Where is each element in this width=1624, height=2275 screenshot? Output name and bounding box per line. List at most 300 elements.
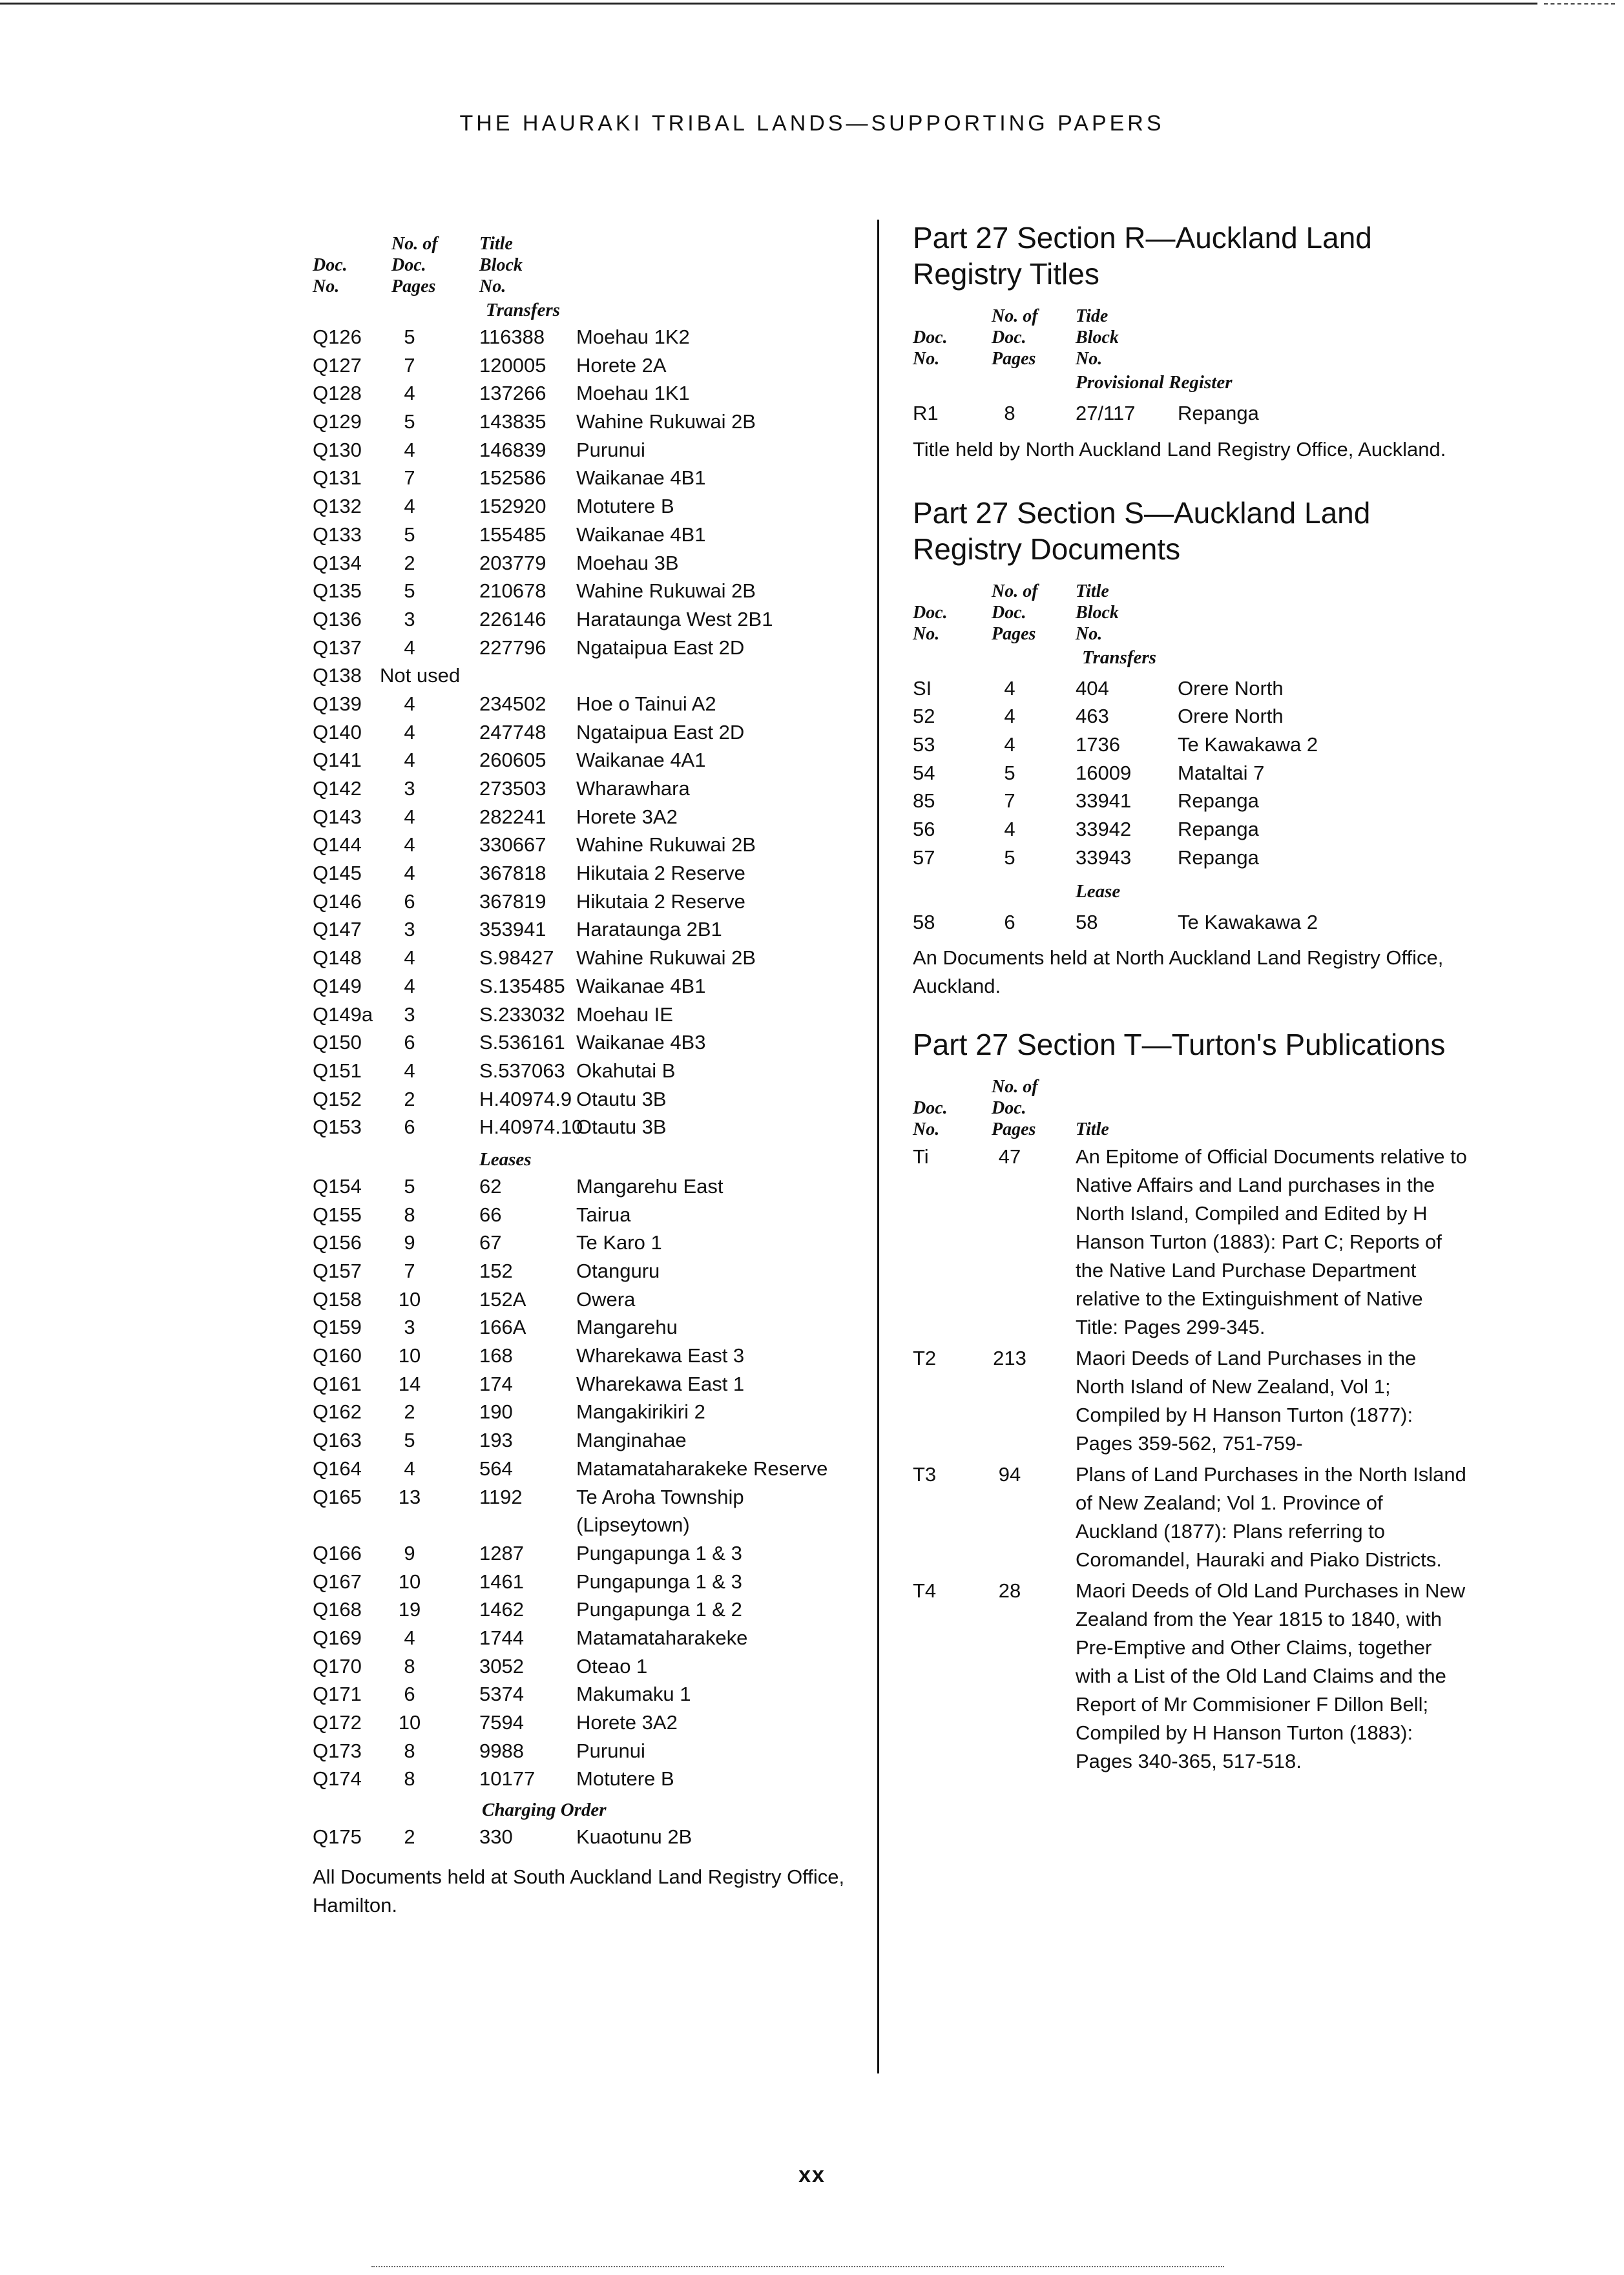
- doc-no: 58: [913, 910, 935, 933]
- block-no: 166A: [479, 1316, 526, 1339]
- table-row: [913, 844, 1468, 872]
- block-name: Te Karo 1: [576, 1231, 662, 1254]
- doc-pages: 4: [404, 636, 415, 659]
- doc-pages: 3: [404, 777, 415, 800]
- publication-row: [913, 1143, 1468, 1342]
- block-no: 367819: [479, 889, 547, 913]
- doc-pages: 7: [1004, 789, 1015, 813]
- doc-no: Q150: [313, 1031, 362, 1054]
- block-no: 66: [479, 1203, 502, 1226]
- doc-pages: 7: [404, 466, 415, 490]
- doc-pages: 5: [404, 1174, 415, 1198]
- block-name: Purunui: [576, 438, 645, 461]
- block-name: Waikanae 4B1: [576, 523, 706, 546]
- block-no: 9988: [479, 1739, 524, 1762]
- doc-pages: 4: [404, 833, 415, 857]
- block-name: Horete 3A2: [576, 805, 678, 828]
- block-no: 58: [1076, 910, 1098, 933]
- block-name: Repanga: [1178, 789, 1259, 813]
- table-row: [313, 351, 862, 380]
- table-row: [313, 1595, 862, 1624]
- doc-pages: 47: [998, 1145, 1021, 1169]
- doc-no: Q142: [313, 777, 362, 800]
- publication-row: [913, 1577, 1468, 1776]
- block-no: 168: [479, 1344, 513, 1367]
- block-name: Makumaku 1: [576, 1683, 691, 1706]
- doc-no: Q156: [313, 1231, 362, 1254]
- table-row: [313, 1823, 862, 1851]
- doc-pages: 9: [404, 1231, 415, 1254]
- doc-no: Q175: [313, 1825, 362, 1849]
- publication-title: Maori Deeds of Land Purchases in the North Island of New Zealand, Vol 1; Compiled by H Hanson Turton (1877): Pages 359-562, 751-759-: [1076, 1347, 1417, 1455]
- section-s-title-2: Registry Documents: [913, 532, 1181, 566]
- table-row: [313, 1455, 862, 1483]
- doc-no: Q152: [313, 1087, 362, 1110]
- block-name: Wahine Rukuwai 2B: [576, 579, 756, 603]
- doc-pages: 4: [404, 495, 415, 518]
- header-doc-pages: No. of Doc. Pages: [391, 234, 438, 296]
- doc-pages: 4: [404, 1457, 415, 1480]
- table-row: [313, 379, 862, 408]
- block-no: 234502: [479, 692, 547, 715]
- block-no: 210678: [479, 579, 547, 603]
- publication-row: [913, 1344, 1468, 1458]
- doc-no: Q170: [313, 1654, 362, 1678]
- block-no: 273503: [479, 777, 547, 800]
- block-no: 146839: [479, 438, 547, 461]
- table-row: [313, 1426, 862, 1455]
- doc-pages: 5: [404, 523, 415, 546]
- header-doc-no: Doc. No.: [313, 255, 348, 296]
- table-row: [313, 605, 862, 634]
- block-no: 193: [479, 1429, 513, 1452]
- block-name: Ngataipua East 2D: [576, 636, 745, 659]
- block-name: Te Aroha Township: [576, 1485, 744, 1508]
- running-head: THE HAURAKI TRIBAL LANDS—SUPPORTING PAPERS: [459, 111, 1165, 136]
- block-name: Mangarehu East: [576, 1174, 724, 1198]
- block-no: 353941: [479, 918, 547, 941]
- block-name: Tairua: [576, 1203, 631, 1226]
- doc-pages: 2: [404, 1087, 415, 1110]
- doc-pages: 10: [398, 1570, 421, 1593]
- doc-no: Q131: [313, 466, 362, 490]
- block-name: Manginahae: [576, 1429, 687, 1452]
- doc-pages: 3: [404, 1002, 415, 1026]
- block-no: 67: [479, 1231, 502, 1254]
- table-row: [913, 759, 1468, 787]
- block-no: 152A: [479, 1287, 526, 1311]
- doc-pages: 6: [1004, 910, 1015, 933]
- table-row: [913, 399, 1468, 428]
- table-row: [313, 1568, 862, 1596]
- doc-no: Q172: [313, 1711, 362, 1734]
- doc-pages: 19: [398, 1598, 421, 1621]
- block-no: 330: [479, 1825, 513, 1849]
- table-row: [313, 746, 862, 774]
- table-row: [313, 803, 862, 831]
- block-no: 33943: [1076, 846, 1132, 869]
- table-row: [313, 323, 862, 351]
- section-r-title-2: Registry Titles: [913, 257, 1099, 291]
- block-no: 143835: [479, 410, 547, 433]
- table-row: [313, 1483, 862, 1511]
- doc-no: Q140: [313, 720, 362, 743]
- subsection-label: Charging Order: [482, 1800, 607, 1821]
- doc-no: Q146: [313, 889, 362, 913]
- table-row: [313, 521, 862, 549]
- doc-pages: 6: [404, 1116, 415, 1139]
- block-no: 5374: [479, 1683, 524, 1706]
- table-row: [913, 731, 1468, 759]
- doc-pages: 10: [398, 1287, 421, 1311]
- doc-no: Q158: [313, 1287, 362, 1311]
- doc-no: T3: [913, 1463, 937, 1486]
- doc-no: Q149a: [313, 1002, 373, 1026]
- block-name: Owera: [576, 1287, 636, 1311]
- doc-pages: 28: [998, 1579, 1021, 1603]
- subsection-label: Leases: [479, 1148, 532, 1170]
- not-used-text: Not used: [380, 664, 461, 687]
- doc-no: 53: [913, 733, 935, 756]
- doc-pages: 4: [404, 1626, 415, 1649]
- table-row: [313, 774, 862, 803]
- doc-pages: 10: [398, 1344, 421, 1367]
- block-name: Purunui: [576, 1739, 645, 1762]
- block-name: Mataltai 7: [1178, 761, 1265, 784]
- block-name: Orere North: [1178, 705, 1284, 728]
- publication-title: Maori Deeds of Old Land Purchases in New Zealand from the Year 1815 to 1840, with Pre-Emptive and Other Claims, together with a List of the Old Land Claims and the Report of Mr Commisioner F Dillon Bell; Compiled by H Hanson Turton (1883): Pages 340-365, 517-518.: [1076, 1579, 1466, 1773]
- doc-no: Q161: [313, 1372, 362, 1395]
- doc-pages: 4: [404, 946, 415, 970]
- doc-no: Q159: [313, 1316, 362, 1339]
- table-row: [313, 577, 862, 605]
- doc-pages: 7: [404, 353, 415, 377]
- section-r-title: Part 27 Section R—Auckland Land: [913, 221, 1372, 255]
- doc-pages: 6: [404, 1031, 415, 1054]
- table-row: [313, 1028, 862, 1057]
- block-name: Orere North: [1178, 676, 1284, 700]
- block-name: Kuaotunu 2B: [576, 1825, 692, 1849]
- table-row: [313, 831, 862, 859]
- block-name: Mangarehu: [576, 1316, 678, 1339]
- block-name: Otautu 3B: [576, 1087, 667, 1110]
- block-no: 330667: [479, 833, 547, 857]
- table-row: [313, 1737, 862, 1765]
- block-name: Wahine Rukuwai 2B: [576, 410, 756, 433]
- doc-no: Q157: [313, 1260, 362, 1282]
- block-name: Hoe o Tainui A2: [576, 692, 716, 715]
- doc-no: Q147: [313, 918, 362, 941]
- doc-no: Q130: [313, 438, 362, 461]
- block-no: 226146: [479, 607, 547, 630]
- block-name: Oteao 1: [576, 1654, 648, 1678]
- doc-pages: 6: [404, 889, 415, 913]
- block-name: Moehau 1K2: [576, 326, 690, 348]
- publication-row: [913, 1460, 1468, 1574]
- section-s-title: Part 27 Section S—Auckland Land: [913, 495, 1371, 530]
- block-no: 155485: [479, 523, 547, 546]
- table-row: [913, 815, 1468, 844]
- doc-no: Q151: [313, 1059, 362, 1082]
- table-row: [313, 1257, 862, 1285]
- block-name: Mangakirikiri 2: [576, 1400, 705, 1424]
- block-no: 564: [479, 1457, 513, 1480]
- block-no: 152920: [479, 495, 547, 518]
- section-r-note: Title held by North Auckland Land Registry Office, Auckland.: [913, 437, 1446, 461]
- block-name: Wahine Rukuwai 2B: [576, 946, 756, 970]
- table-row: [313, 492, 862, 521]
- doc-pages: 2: [404, 1825, 415, 1849]
- doc-pages: 4: [1004, 818, 1015, 841]
- table-row: [313, 1313, 862, 1342]
- block-no: 1744: [479, 1626, 524, 1649]
- doc-no: Q136: [313, 607, 362, 630]
- table-row: [913, 702, 1468, 731]
- doc-no: Q160: [313, 1344, 362, 1367]
- block-no: 27/117: [1076, 402, 1136, 424]
- doc-pages: 3: [404, 607, 415, 630]
- doc-no: Q154: [313, 1174, 362, 1198]
- block-no: 116388: [479, 326, 545, 348]
- block-name: Repanga: [1178, 402, 1259, 424]
- doc-no: 52: [913, 705, 935, 728]
- block-name: Ngataipua East 2D: [576, 720, 745, 743]
- doc-pages: 8: [404, 1739, 415, 1762]
- block-no: 16009: [1076, 761, 1132, 784]
- block-name: Pungapunga 1 & 2: [576, 1598, 742, 1621]
- table-row: [313, 1539, 862, 1568]
- doc-pages: 4: [404, 1059, 415, 1082]
- block-name: Horete 2A: [576, 353, 667, 377]
- column-header: [313, 220, 862, 297]
- block-no: 137266: [479, 382, 547, 405]
- right-column: [913, 220, 1468, 1778]
- doc-pages: 9: [404, 1541, 415, 1564]
- doc-no: Q145: [313, 862, 362, 885]
- doc-pages: 8: [404, 1203, 415, 1226]
- doc-no: Q163: [313, 1429, 362, 1452]
- header-block-no: Title Block No.: [479, 234, 523, 296]
- block-no: 62: [479, 1174, 502, 1198]
- doc-no: Ti: [913, 1145, 929, 1169]
- table-row: [313, 915, 862, 944]
- subsection-label: Provisional Register: [1076, 372, 1233, 393]
- doc-pages: 8: [404, 1654, 415, 1678]
- table-row: [313, 408, 862, 436]
- doc-no: Q166: [313, 1541, 362, 1564]
- doc-no: Q129: [313, 410, 362, 433]
- table-row: [313, 1172, 862, 1201]
- table-row: [313, 944, 862, 972]
- doc-no: Q134: [313, 551, 362, 574]
- doc-no: Q133: [313, 523, 362, 546]
- doc-no: Q127: [313, 353, 362, 377]
- doc-pages: 2: [404, 1400, 415, 1424]
- block-name: Repanga: [1178, 818, 1259, 841]
- block-name-continued: (Lipseytown): [576, 1513, 690, 1537]
- block-name: Matamataharakeke Reserve: [576, 1457, 828, 1480]
- block-name: Motutere B: [576, 1767, 674, 1791]
- doc-no: Q155: [313, 1203, 362, 1226]
- table-row: [313, 464, 862, 492]
- page-bottom-dash: [371, 2266, 1224, 2267]
- table-row: [313, 1285, 862, 1314]
- header-title: Title: [1076, 1119, 1109, 1140]
- table-row: [313, 718, 862, 747]
- table-row: [913, 787, 1468, 815]
- doc-no: Q132: [313, 495, 362, 518]
- subsection-label: Transfers: [486, 300, 560, 320]
- block-no: S.537063: [479, 1059, 565, 1082]
- doc-pages: 8: [1004, 402, 1015, 424]
- doc-no: Q148: [313, 946, 362, 970]
- block-name: Te Kawakawa 2: [1178, 910, 1318, 933]
- block-no: 227796: [479, 636, 547, 659]
- subsection-label: Lease: [1076, 880, 1121, 902]
- table-row: [313, 1201, 862, 1229]
- doc-no: Q168: [313, 1598, 362, 1621]
- table-row: [313, 1001, 862, 1029]
- page-top-rule: [0, 3, 1537, 5]
- block-no: 367818: [479, 862, 547, 885]
- publication-title: An Epitome of Official Documents relative to Native Affairs and Land purchases in the North Island, Compiled and Edited by H Hanson Turton (1883): Part C; Reports of the Native Land Purchase Department relative to the Extinguishment of Native Title: Pages 299-345.: [1076, 1145, 1467, 1339]
- doc-no: Q165: [313, 1485, 362, 1508]
- header-doc-no: Doc. No.: [913, 1098, 948, 1140]
- block-no: H.40974.10: [479, 1116, 583, 1139]
- header-doc-no: Doc. No.: [913, 327, 948, 369]
- doc-no: Q167: [313, 1570, 362, 1593]
- doc-pages: 5: [404, 326, 415, 348]
- block-no: 152586: [479, 466, 547, 490]
- block-name: Te Kawakawa 2: [1178, 733, 1318, 756]
- header-doc-pages: No. of Doc. Pages: [992, 581, 1038, 644]
- doc-no: 56: [913, 818, 935, 841]
- block-name: Harataunga West 2B1: [576, 607, 773, 630]
- table-row: [913, 674, 1468, 703]
- block-no: 1461: [479, 1570, 524, 1593]
- doc-no: R1: [913, 402, 939, 424]
- block-no: 7594: [479, 1711, 524, 1734]
- block-no: 203779: [479, 551, 547, 574]
- block-name: Waikanae 4B1: [576, 466, 706, 490]
- doc-no: Q169: [313, 1626, 362, 1649]
- header-doc-pages: No. of Doc. Pages: [992, 306, 1038, 369]
- block-name: Pungapunga 1 & 3: [576, 1541, 742, 1564]
- table-row: [313, 690, 862, 718]
- doc-pages: 4: [1004, 705, 1015, 728]
- doc-pages: 4: [404, 805, 415, 828]
- block-no: 174: [479, 1372, 513, 1395]
- doc-no: 57: [913, 846, 935, 869]
- doc-no: Q126: [313, 326, 362, 348]
- doc-no: Q171: [313, 1683, 362, 1706]
- table-row: [313, 888, 862, 916]
- table-row: [313, 1765, 862, 1793]
- doc-no: Q128: [313, 382, 362, 405]
- header-block-no: Title Block No.: [1076, 581, 1119, 644]
- doc-pages: 4: [404, 438, 415, 461]
- subsection-label: Transfers: [1082, 647, 1156, 668]
- doc-pages: 7: [404, 1260, 415, 1282]
- block-no: 33941: [1076, 789, 1132, 813]
- doc-pages: 5: [1004, 846, 1015, 869]
- header-doc-pages: No. of Doc. Pages: [992, 1077, 1038, 1140]
- table-row: [313, 1680, 862, 1709]
- doc-no: Q153: [313, 1116, 362, 1139]
- page-number: xx: [798, 2163, 826, 2187]
- doc-no: Q144: [313, 833, 362, 857]
- doc-pages: 5: [404, 1429, 415, 1452]
- doc-pages: 13: [398, 1485, 421, 1508]
- block-name: Moehau 1K1: [576, 382, 690, 405]
- block-no: H.40974.9: [479, 1087, 572, 1110]
- table-row: [313, 1624, 862, 1652]
- table-row: [313, 1229, 862, 1257]
- block-no: 10177: [479, 1767, 536, 1791]
- block-no: 247748: [479, 720, 547, 743]
- doc-no: Q137: [313, 636, 362, 659]
- doc-pages: 4: [404, 382, 415, 405]
- doc-pages: 3: [404, 1316, 415, 1339]
- doc-pages: 213: [993, 1347, 1026, 1370]
- block-name: Repanga: [1178, 846, 1259, 869]
- header-block-no: Tide Block No.: [1076, 306, 1119, 369]
- doc-no: 85: [913, 789, 935, 813]
- doc-pages: 4: [404, 692, 415, 715]
- column-header: [913, 1063, 1468, 1140]
- section-s-note: An Documents held at North Auckland Land Registry Office, Auckland.: [913, 946, 1444, 998]
- block-name: Matamataharakeke: [576, 1626, 748, 1649]
- table-row-continuation: [313, 1511, 862, 1539]
- block-name: Okahutai B: [576, 1059, 676, 1082]
- doc-pages: 14: [398, 1372, 421, 1395]
- block-name: Hikutaia 2 Reserve: [576, 889, 745, 913]
- table-row: [313, 436, 862, 464]
- table-row: [313, 1398, 862, 1426]
- block-no: 260605: [479, 749, 547, 772]
- doc-no: Q149: [313, 974, 362, 997]
- doc-pages: 94: [998, 1463, 1021, 1486]
- table-row: [313, 859, 862, 888]
- doc-pages: 4: [404, 862, 415, 885]
- doc-no: Q135: [313, 579, 362, 603]
- block-no: 282241: [479, 805, 547, 828]
- block-no: 152: [479, 1260, 513, 1282]
- doc-pages: 5: [404, 410, 415, 433]
- table-row: [313, 1057, 862, 1085]
- doc-pages: 4: [404, 720, 415, 743]
- block-name: Waikanae 4A1: [576, 749, 706, 772]
- table-row: [313, 1370, 862, 1398]
- doc-pages: 4: [404, 974, 415, 997]
- table-row-not-used: [313, 661, 862, 690]
- doc-no: 54: [913, 761, 935, 784]
- doc-pages: 8: [404, 1767, 415, 1791]
- block-name: Pungapunga 1 & 3: [576, 1570, 742, 1593]
- page-top-dash: [1544, 3, 1615, 5]
- block-no: S.233032: [479, 1002, 565, 1026]
- block-no: S.98427: [479, 946, 554, 970]
- table-row: [313, 634, 862, 662]
- doc-no: Q174: [313, 1767, 362, 1791]
- block-name: Harataunga 2B1: [576, 918, 722, 941]
- column-divider: [877, 220, 879, 2073]
- column-header: [913, 567, 1468, 645]
- block-no: 1736: [1076, 733, 1120, 756]
- block-name: Wharekawa East 1: [576, 1372, 745, 1395]
- block-no: 1192: [479, 1485, 523, 1508]
- doc-pages: 4: [1004, 733, 1015, 756]
